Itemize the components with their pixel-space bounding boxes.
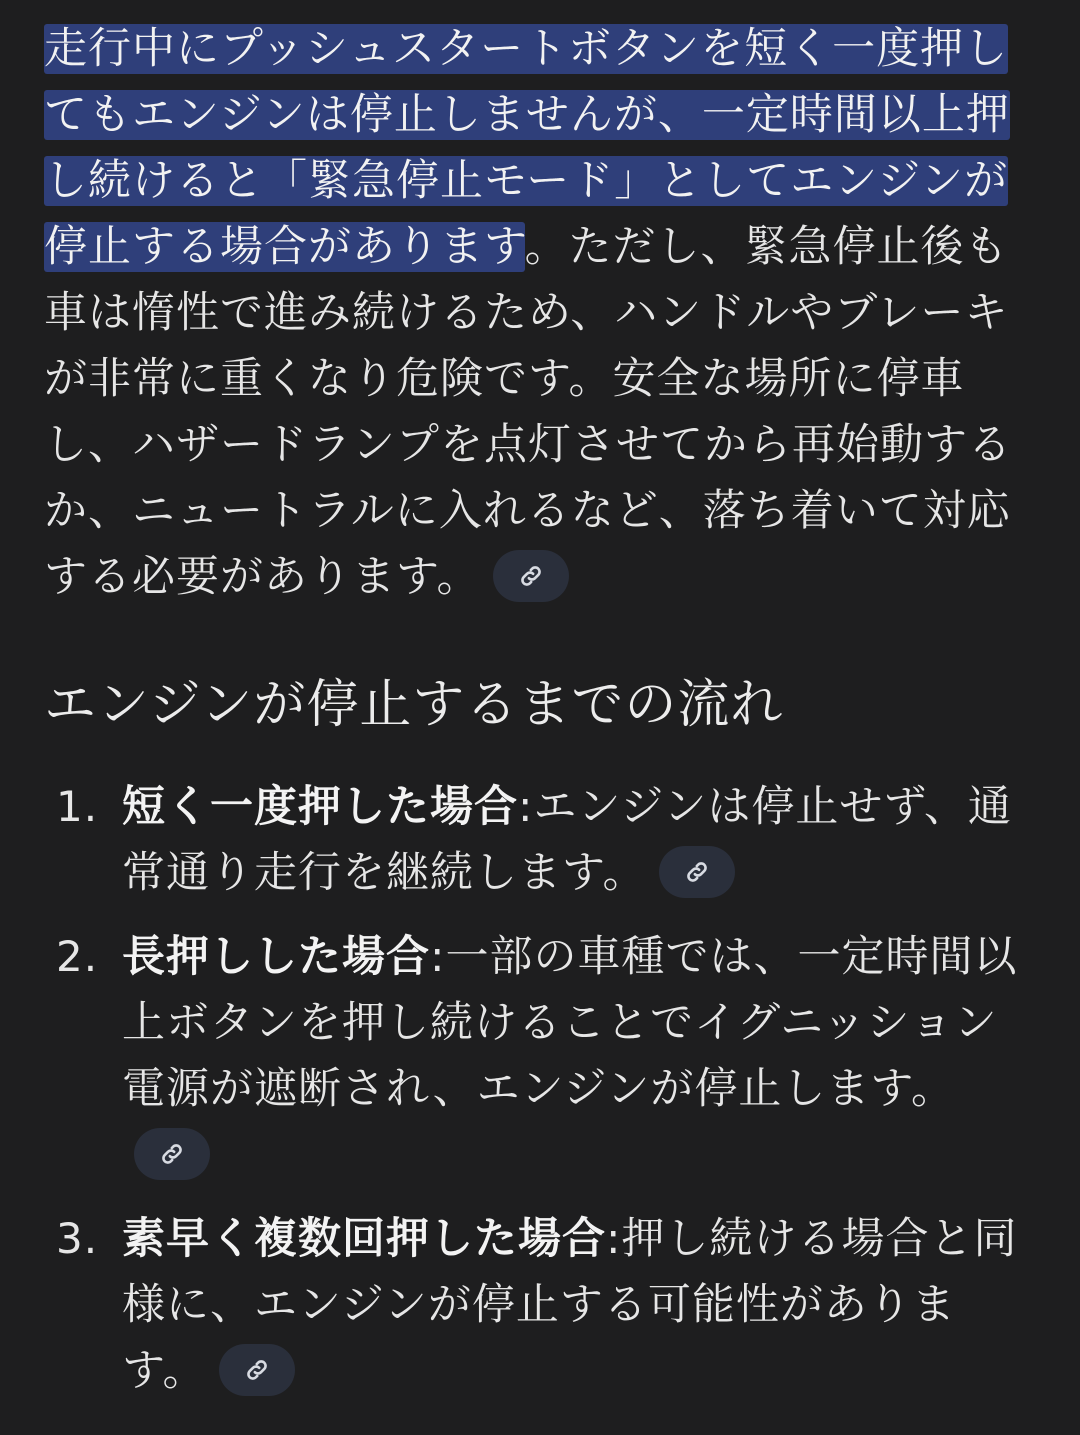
source-link-button[interactable]: [134, 1128, 210, 1180]
source-link-button[interactable]: [659, 846, 735, 898]
source-link-button[interactable]: [219, 1344, 295, 1396]
link-icon: [518, 563, 544, 589]
list-item: [44, 924, 1034, 1188]
list-term: 短く一度押した場合: [122, 782, 518, 832]
list-term: 長押しした場合: [122, 932, 430, 982]
selected-text[interactable]: 走行中にプッシュスタートボタンを短く一度押してもエンジンは停止しませんが、一定時間以上押し続けると「緊急停止モード」としてエンジンが停止する場合があります: [44, 24, 1010, 272]
flow-list: [44, 774, 1034, 1404]
intro-paragraph: [44, 16, 1034, 610]
list-item: [44, 1206, 1034, 1404]
link-icon: [684, 859, 710, 885]
response-content: [44, 16, 1034, 1422]
list-item: [44, 774, 1034, 906]
intro-text: 。ただし、緊急停止後も車は惰性で進み続けるため、ハンドルやブレーキが非常に重くなり危険です。安全な場所に停車し、ハザードランプを点灯させてから再始動するか、ニュートラルに入れるなど、落ち着いて対応する必要があります。: [44, 222, 1012, 602]
list-number: 2.: [56, 932, 99, 981]
list-term: 素早く複数回押した場合: [122, 1214, 606, 1264]
list-text: :エンジンは停止せず、通常通り走行を継続します。: [122, 782, 1012, 898]
link-icon: [159, 1141, 185, 1167]
list-text: :押し続ける場合と同様に、エンジンが停止する可能性があります。: [122, 1214, 1018, 1396]
list-number: 3.: [56, 1214, 99, 1263]
list-text: :一部の車種では、一定時間以上ボタンを押し続けることでイグニッション電源が遮断され、エンジンが停止します。: [122, 932, 1018, 1114]
section-heading: エンジンが停止するまでの流れ: [44, 675, 784, 735]
list-number: 1.: [56, 782, 99, 831]
link-icon: [244, 1357, 270, 1383]
source-link-button[interactable]: [493, 550, 569, 602]
